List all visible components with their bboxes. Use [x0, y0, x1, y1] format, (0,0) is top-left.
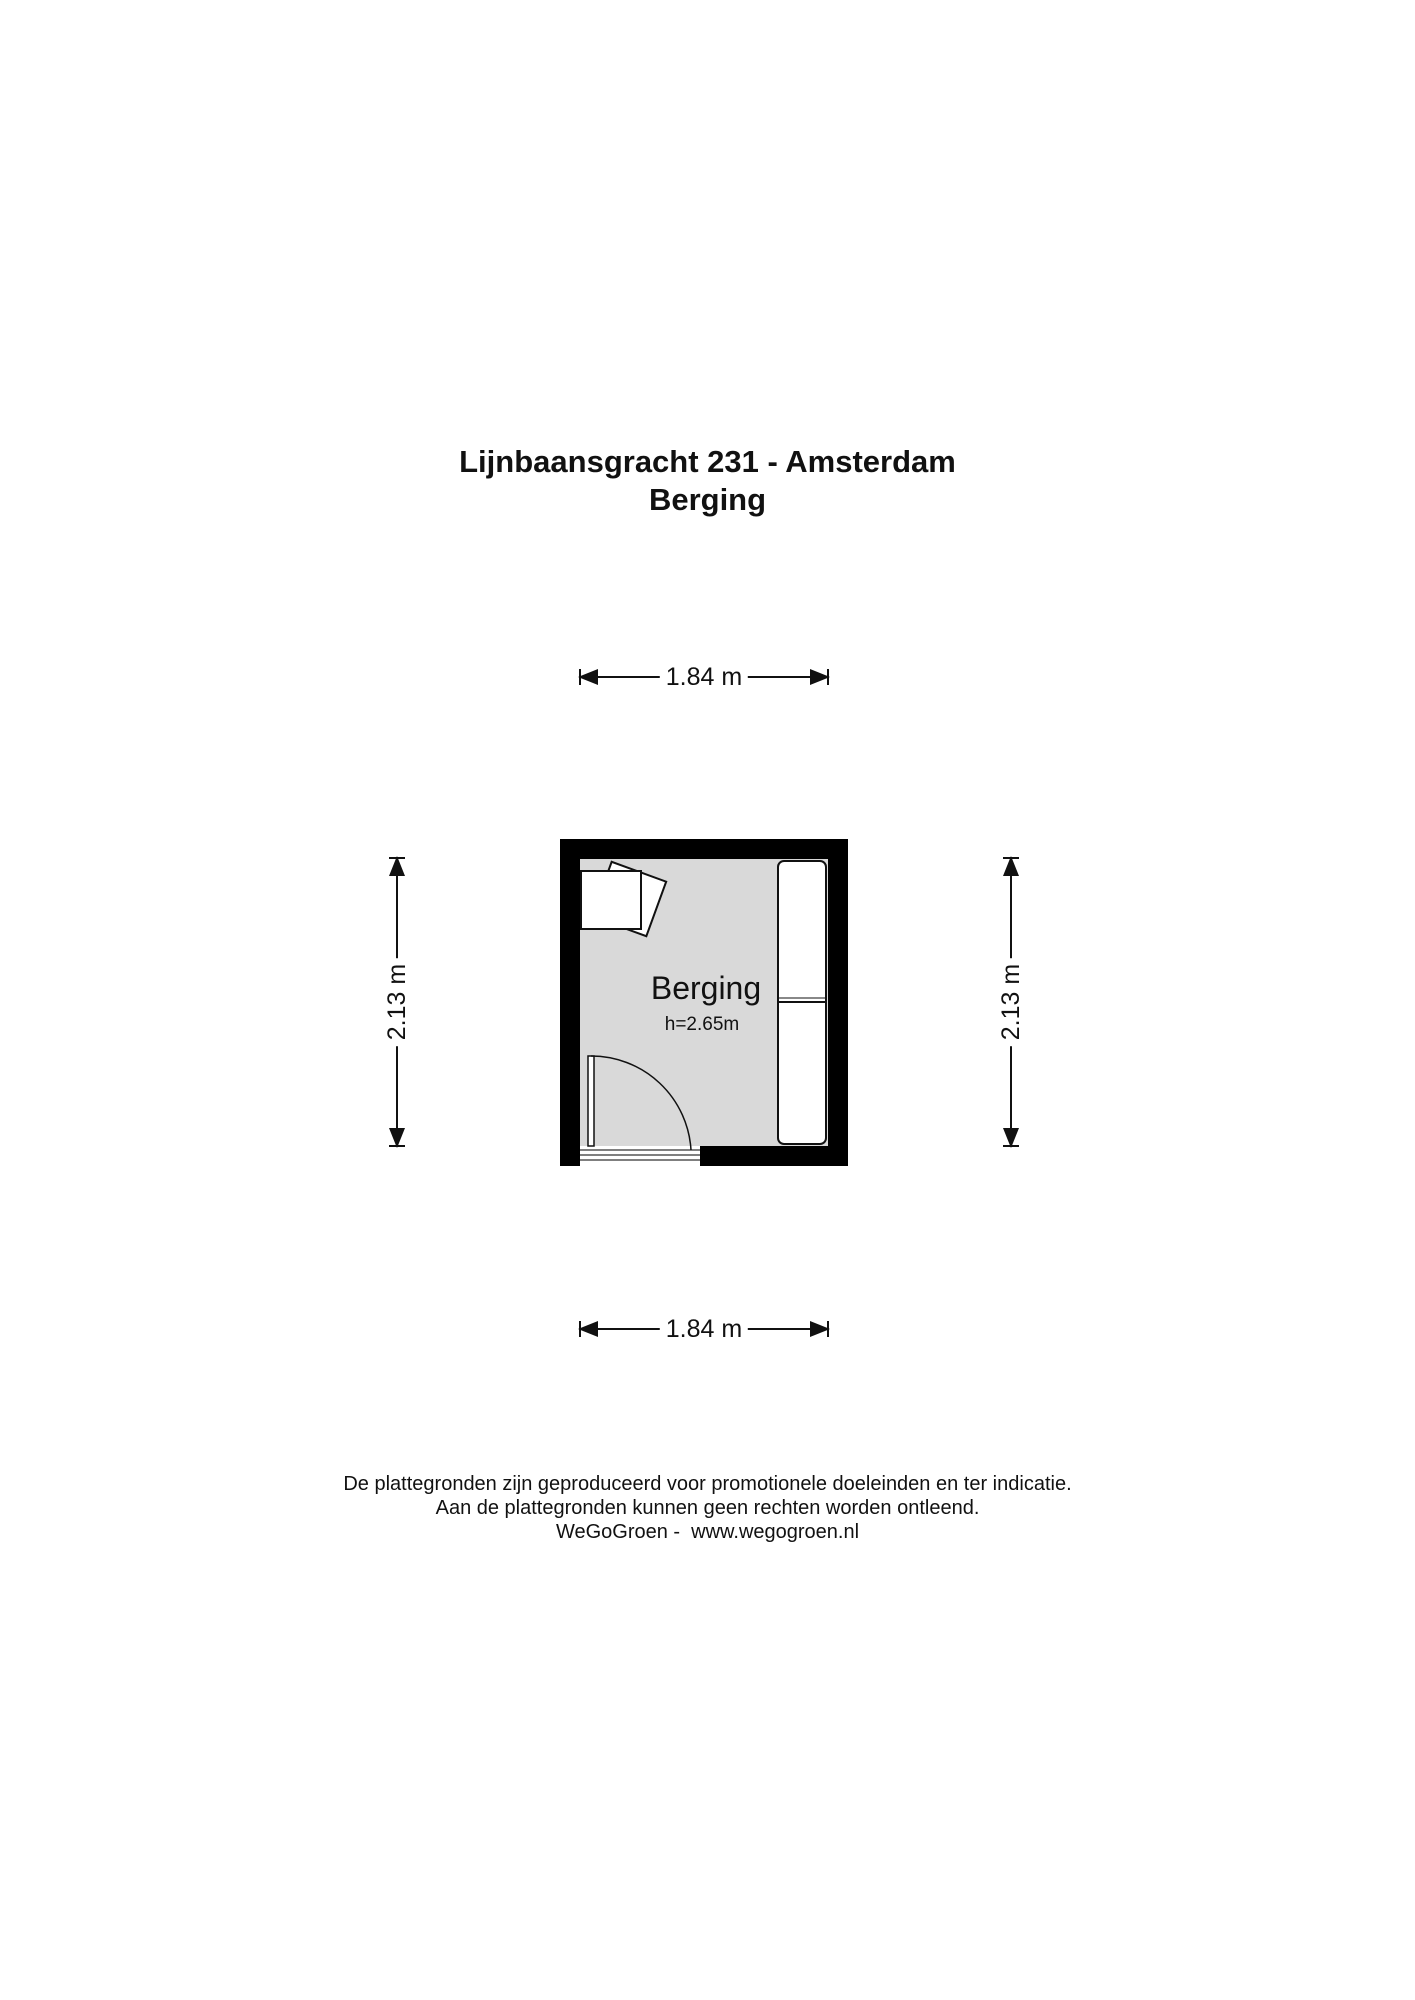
left-dimension-label: 2.13 m	[382, 958, 412, 1046]
shelving-unit	[778, 861, 826, 1144]
page-subtitle: Berging	[648, 482, 767, 517]
disclaimer-line-3: WeGoGroen - www.wegogroen.nl	[555, 1521, 860, 1543]
page-title: Lijnbaansgracht 231 - Amsterdam	[459, 444, 956, 479]
room-height-label: h=2.65m	[664, 1014, 740, 1035]
disclaimer-line-1: De plattegronden zijn geproduceerd voor promotionele doeleinden en ter indicatie.	[343, 1473, 1072, 1495]
door-threshold	[580, 1146, 700, 1166]
room-label: Berging	[650, 970, 762, 1006]
bottom-dimension-label: 1.84 m	[660, 1314, 748, 1344]
top-dimension-label: 1.84 m	[660, 662, 748, 692]
disclaimer	[0, 1472, 1415, 1544]
right-dimension-label: 2.13 m	[996, 958, 1026, 1046]
disclaimer-line-2: Aan de plattegronden kunnen geen rechten worden ontleend.	[435, 1497, 980, 1519]
